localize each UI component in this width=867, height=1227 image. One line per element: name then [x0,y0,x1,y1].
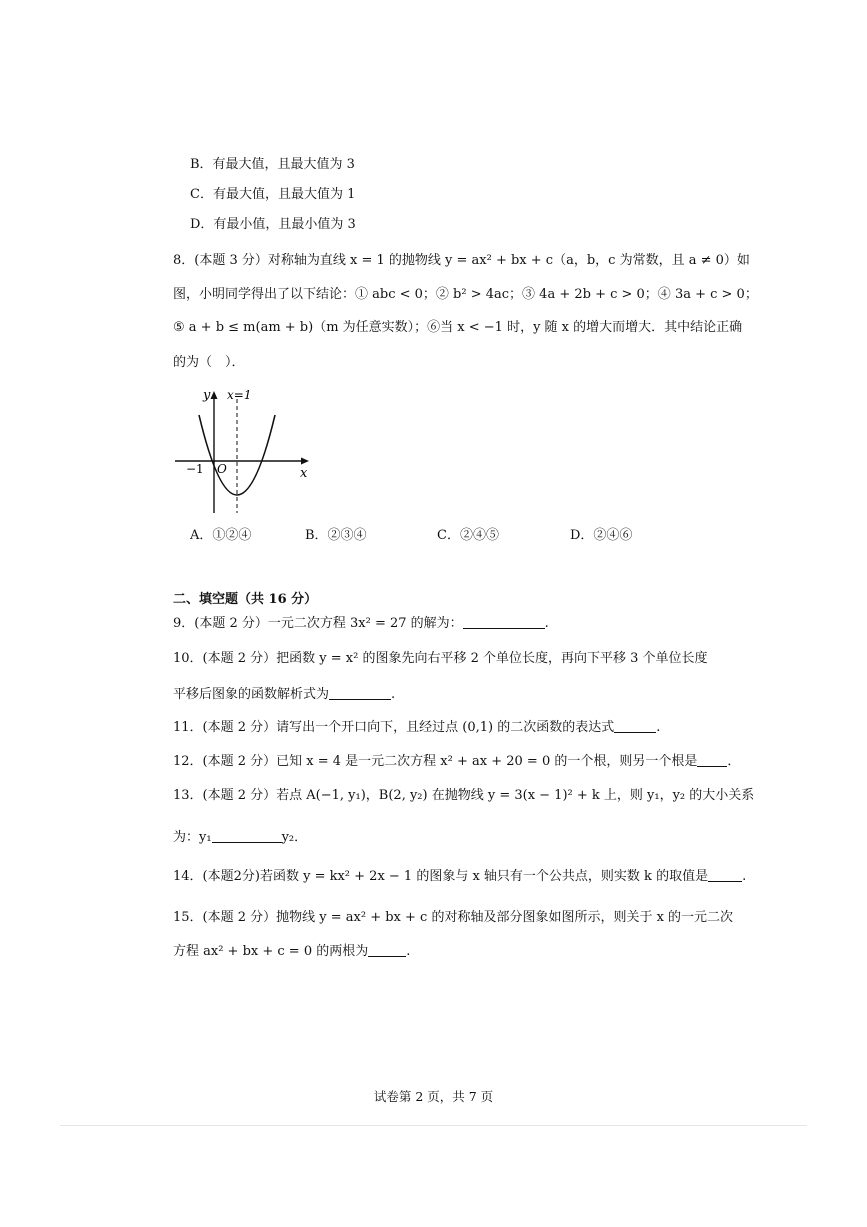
section-2-title: 二、填空题（共 16 分） [173,592,318,607]
choice-b[interactable]: B．②③④ [305,528,367,543]
question-10-answer-blank[interactable] [329,685,391,700]
question-13-start: 为：y₁ [173,830,212,845]
origin-label: O [217,462,227,476]
x-axis-label: x [300,466,308,481]
question-15-line-2 [173,942,410,962]
question-8-choices [190,524,670,544]
question-10-line-1: 10．(本题 2 分）把函数 y = x² 的图象先向右平移 2 个单位长度，再向下平移 3 个单位长度 [173,651,708,666]
question-13-line-2 [173,828,307,848]
question-15-line-1: 15．(本题 2 分）抛物线 y = ax² + bx + c 的对称轴及部分图象如图所示，则关于 x 的一元二次 [173,910,734,925]
symmetry-line-label: x=1 [227,388,252,402]
option-q7-d: D．有最小值，且最小值为 3 [190,217,356,232]
question-13-answer-blank[interactable] [212,828,282,843]
question-14-text: 14．(本题2分)若函数 y = kx² + 2x − 1 的图象与 x 轴只有一个公共点，则实数 k 的取值是 [173,869,709,884]
question-14-answer-blank[interactable] [708,867,742,882]
y-axis-label: y [203,388,211,403]
x-axis-arrow [301,458,309,465]
option-q7-c: C．有最大值，且最大值为 1 [190,187,356,202]
parabola-graph [170,385,315,520]
question-8-line-1: 8．(本题 3 分）对称轴为直线 x = 1 的抛物线 y = ax² + bx + c（a，b，c 为常数，且 a ≠ 0）如 [173,253,750,268]
bottom-divider [60,1125,807,1126]
question-9 [173,614,549,634]
question-13-end: y₂． [281,830,308,845]
question-10-text: 平移后图象的函数解析式为 [173,687,330,702]
question-11-answer-blank[interactable] [614,718,656,733]
question-14-end: . [742,869,747,884]
question-12-end: ． [727,754,741,769]
question-8-line-3: ⑤ a + b ≤ m(am + b)（m 为任意实数）；⑥当 x < −1 时，y 随 x 的增大而增大．其中结论正确 [173,320,743,335]
question-15-answer-blank[interactable] [368,942,406,957]
question-11 [173,718,660,738]
question-12 [173,752,740,772]
question-15-end: . [406,944,411,959]
question-11-text: 11．(本题 2 分）请写出一个开口向下，且经过点 (0,1) 的二次函数的表达式 [173,720,615,735]
question-9-end: . [544,616,549,631]
y-axis-arrow [211,391,218,399]
choice-d[interactable]: D．②④⑥ [570,528,633,543]
question-9-answer-blank[interactable] [463,614,545,629]
question-13-line-1: 13．(本题 2 分）若点 A(−1, y₁)，B(2, y₂) 在抛物线 y = 3(x − 1)² + k 上，则 y₁，y₂ 的大小关系 [173,788,755,803]
question-8-line-4: 的为（ ）． [173,355,245,370]
neg-one-label: −1 [186,462,204,476]
choice-a[interactable]: A．①②④ [190,528,252,543]
question-15-text: 方程 ax² + bx + c = 0 的两根为 [173,944,369,959]
question-9-text: 9．(本题 2 分）一元二次方程 3x² = 27 的解为： [173,616,463,631]
choice-c[interactable]: C．②④⑤ [437,528,499,543]
question-12-answer-blank[interactable] [697,752,727,767]
question-14 [173,867,746,887]
question-10-line-2 [173,685,395,705]
question-10-end: . [391,687,396,702]
option-q7-b: B．有最大值，且最大值为 3 [190,157,355,172]
question-11-end: . [656,720,661,735]
question-8-line-2: 图，小明同学得出了以下结论：① abc < 0；② b² > 4ac；③ 4a + 2b + c > 0；④ 3a + c > 0； [173,287,758,302]
page-footer: 试卷第 2 页，共 7 页 [373,1089,494,1104]
question-12-text: 12．(本题 2 分）已知 x = 4 是一元二次方程 x² + ax + 20 = 0 的一个根，则另一个根是 [173,754,698,769]
